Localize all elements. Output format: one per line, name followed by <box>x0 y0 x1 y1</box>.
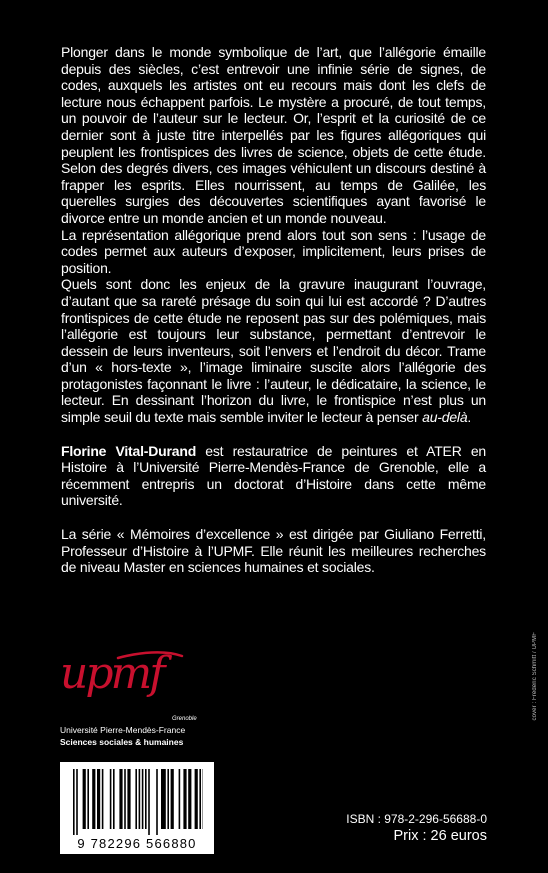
series-note: La série « Mémoires d’excellence » est dirigée par Giuliano Ferretti, Professeur d’Histoire à l’UPMF. Elle réunit les meilleures recherches de niveau Master en sciences humaines et sociales. <box>61 526 486 576</box>
logo-city: Grenoble <box>172 716 197 722</box>
logo-university-name: Université Pierre-Mendès-France <box>60 725 186 735</box>
paragraph-2: La représentation allégorique prend alors tout son sens : l’usage de codes permet aux auteurs d’exposer, implicitement, leurs prises de position. <box>61 226 486 276</box>
price: Prix : 26 euros <box>393 828 487 844</box>
barcode-bars-icon <box>71 769 203 835</box>
paragraph-3 <box>61 276 486 425</box>
logo-wordmark: upmf <box>60 648 163 699</box>
author-bio-text: est restauratrice de peintures et ATER en Histoire à l’Université Pierre-Mendès-France de Grenoble, elle a récemment entrepris un doctorat d’Histoire dans cette même université. <box>61 442 486 509</box>
paragraph-3-end: . <box>467 409 472 426</box>
cover-credit: cover : Frédéric Schmitt / UPMF <box>532 632 538 721</box>
paragraph-3-text: Quels sont donc les enjeux de la gravure inaugurant l’ouvrage, d’autant que sa rareté présage du soin qui lui est accordé ? D’autres frontispices de cette étude ne reposent pas sur des polémiques, mais l’allégorie est toujours leur substance, permettant d’entrevoir le dessein de leurs inventeurs, soit l’envers et l’endroit du décor. Trame d’un « hors-texte », l’image liminaire suscite alors l’allégorie des protagonistes façonnant le livre : l’auteur, le dédicataire, la science, le lecteur. En dessinant l’horizon du livre, le frontispice n’est plus un simple seuil du texte mais semble inviter le lecteur à penser <box>61 276 486 426</box>
paragraph-1: Plonger dans le monde symbolique de l’art, que l’allégorie émaille depuis des siècles, c’est entrevoir une infinie série de signes, de codes, auxquels les artistes ont eu recours mais dont les clefs de lecture nous échappent parfois. Le mystère a procuré, de tout temps, un pouvoir de l’auteur sur le lecteur. Or, l’esprit et la curiosité de ce dernier sont à juste titre interpellés par les figures allégoriques qui peuplent les frontispices des livres de science, objets de cette étude. Selon des degrés divers, ces images véhiculent un discours destiné à frapper les esprits. Elles nourrissent, au temps de Galilée, les querelles surgies des découvertes scientifiques ayant favorisé le divorce entre un monde ancien et un monde nouveau. <box>61 44 486 226</box>
paragraph-3-italic: au-delà <box>422 409 468 426</box>
barcode-digits: 9 782296 566880 <box>77 836 197 851</box>
isbn: ISBN : 978-2-296-56688-0 <box>346 812 487 826</box>
barcode <box>60 762 214 854</box>
author-bio <box>61 443 486 509</box>
back-cover-text <box>61 44 486 576</box>
author-name: Florine Vital-Durand <box>61 442 197 459</box>
upmf-logo <box>60 650 200 750</box>
logo-faculty: Sciences sociales & humaines <box>60 737 184 747</box>
